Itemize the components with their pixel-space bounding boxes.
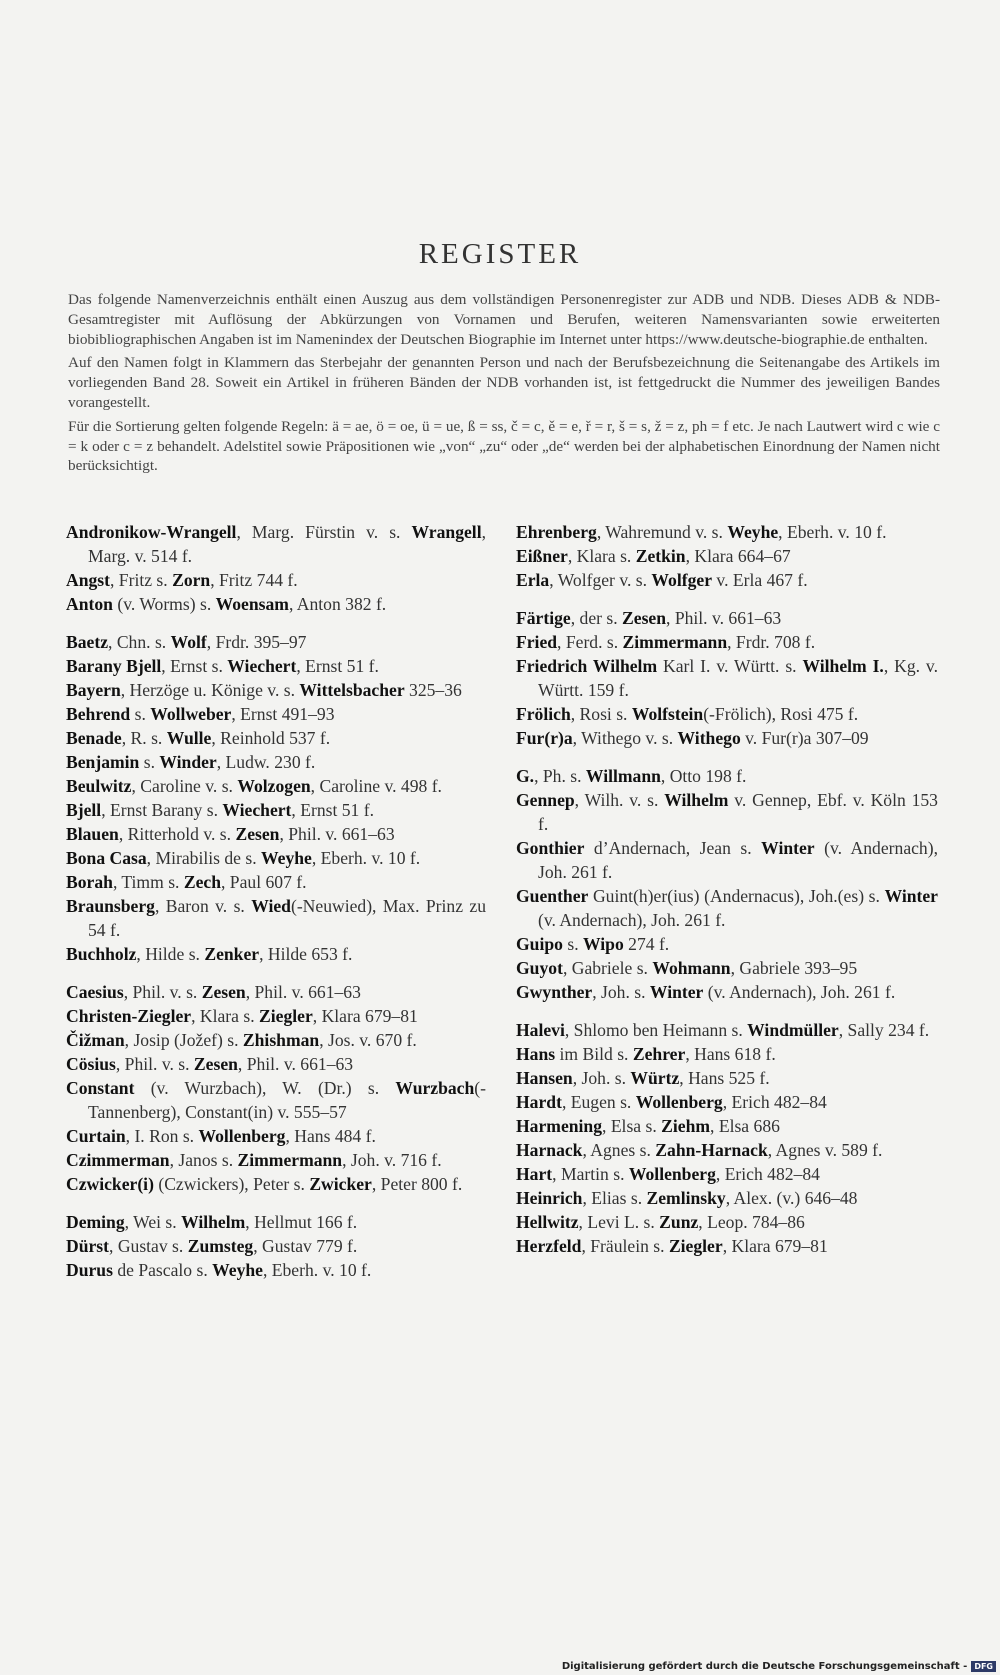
entry-text: , Rosi s. (570, 704, 632, 724)
register-entry (516, 568, 938, 592)
register-entry (66, 1258, 486, 1282)
register-entry (516, 520, 938, 544)
entry-text: , Klara 664–67 (685, 546, 791, 566)
entry-reference: Winter (761, 838, 815, 858)
entry-reference: Zesen (201, 982, 246, 1002)
entry-name: Bona Casa (66, 848, 147, 868)
entry-name: Andronikow-Wrangell (66, 522, 237, 542)
entry-name: Gennep (516, 790, 575, 810)
register-entry (66, 774, 486, 798)
entry-reference: Zumsteg (187, 1236, 254, 1256)
entry-reference: Ziehm (661, 1116, 711, 1136)
register-entry (66, 846, 486, 870)
entry-text: , Phil. v. 661–63 (666, 608, 782, 628)
entry-name: Christen-Ziegler (66, 1006, 192, 1026)
entry-text: (-Tannenberg), Constant(in) v. 555–57 (88, 1078, 486, 1122)
entry-reference: Willmann (585, 766, 661, 786)
register-entry (516, 1018, 938, 1042)
entry-reference: Wolzogen (237, 776, 311, 796)
entry-name: Eißner (516, 546, 568, 566)
entry-text: , Shlomo ben Heimann s. (564, 1020, 748, 1040)
entry-text: , der s. (570, 608, 623, 628)
entry-text: , Wei s. (124, 1212, 182, 1232)
entry-text: , Peter 800 f. (371, 1174, 463, 1194)
entry-text: , Frdr. 708 f. (727, 632, 816, 652)
footer-credit (562, 1661, 996, 1672)
entry-text: , Marg. v. 514 f. (88, 522, 486, 566)
register-entry (66, 520, 486, 568)
register-entry (66, 798, 486, 822)
entry-reference: Weyhe (212, 1260, 263, 1280)
section-gap (66, 1196, 486, 1210)
entry-text: , Klara s. (191, 1006, 260, 1026)
register-entry (516, 1234, 938, 1258)
register-entry (516, 1114, 938, 1138)
entry-text: , Leop. 784–86 (698, 1212, 805, 1232)
entry-text: , Phil. v. 661–63 (237, 1054, 354, 1074)
entry-name: Behrend (66, 704, 131, 724)
entry-reference: Wollenberg (628, 1164, 716, 1184)
intro-paragraph: Für die Sortierung gelten folgende Regeln: ä = ae, ö = oe, ü = ue, ß = ss, č = c, ě = e, ř = r, š = s, ž = z, ph = f etc. Je nach Lautwert wird c wie c = k oder c = z behandelt. Adelstitel sowie Präpositionen wie „von“ „zu“ oder „de“ werden bei der alphabetischen Einordnung der Namen nicht berücksichtigt. (68, 417, 940, 475)
entry-reference: Weyhe (261, 848, 312, 868)
entry-text: , Janos s. (169, 1150, 238, 1170)
entry-text: , Eberh. v. 10 f. (262, 1260, 372, 1280)
register-entry (516, 1066, 938, 1090)
entry-name: Čižman (66, 1030, 125, 1050)
entry-text: , Alex. (v.) 646–48 (725, 1188, 858, 1208)
entry-reference: Wiechert (227, 656, 297, 676)
entry-name: Guyot (516, 958, 563, 978)
entry-reference: Ziegler (259, 1006, 313, 1026)
register-entry (516, 606, 938, 630)
register-entry (516, 1090, 938, 1114)
entry-text: im Bild s. (555, 1044, 633, 1064)
entry-text: (v. Andernach), Joh. 261 f. (538, 910, 726, 930)
entry-text: , Mirabilis de s. (146, 848, 262, 868)
register-entry (516, 884, 938, 932)
entry-reference: Zemlinsky (646, 1188, 726, 1208)
intro-paragraph: Auf den Namen folgt in Klammern das Sterbejahr der genannten Person und nach der Berufsbezeichnung die Seitenangabe des Artikels im vorliegenden Band 28. Soweit ein Artikel in früheren Bänden der NDB vorhanden ist, ist fettgedruckt die Nummer des jeweiligen Bandes vorangestellt. (68, 354, 940, 411)
entry-reference: Wolf (170, 632, 207, 652)
entry-text: , Sally 234 f. (838, 1020, 930, 1040)
entry-reference: Winder (159, 752, 217, 772)
entry-text: , Fräulein s. (581, 1236, 669, 1256)
entry-name: Benjamin (66, 752, 140, 772)
entry-name: Dürst (66, 1236, 110, 1256)
entry-text: , Caroline v. s. (131, 776, 238, 796)
entry-text: (-Frölich), Rosi 475 f. (703, 704, 859, 724)
entry-name: Curtain (66, 1126, 126, 1146)
entry-text: , Eugen s. (561, 1092, 636, 1112)
entry-text: , Paul 607 f. (221, 872, 307, 892)
entry-name: Borah (66, 872, 113, 892)
entry-name: Czwicker(i) (66, 1174, 154, 1194)
register-entry (516, 726, 938, 750)
register-entry (516, 544, 938, 568)
entry-text: , R. s. (121, 728, 167, 748)
entry-name: Angst (66, 570, 110, 590)
entry-name: Caesius (66, 982, 124, 1002)
entry-text: Karl I. v. Württ. s. (657, 656, 803, 676)
entry-name: Guipo (516, 934, 563, 954)
entry-text: , Erich 482–84 (715, 1164, 820, 1184)
entry-reference: Woensam (215, 594, 289, 614)
section-gap (516, 1004, 938, 1018)
entry-text: , Joh. s. (592, 982, 650, 1002)
entry-text: Guint(h)er(ius) (Andernacus), Joh.(es) s. (588, 886, 885, 906)
entry-text: , Ernst 491–93 (231, 704, 335, 724)
register-entry (66, 822, 486, 846)
entry-text: , Gabriele 393–95 (730, 958, 858, 978)
entry-reference: Windmüller (747, 1020, 839, 1040)
entry-text: , Wahremund v. s. (596, 522, 728, 542)
entry-text: , Klara 679–81 (312, 1006, 418, 1026)
entry-text: s. (562, 934, 583, 954)
entry-text: , Wilh. v. s. (574, 790, 665, 810)
entry-text: , Phil. v. 661–63 (279, 824, 395, 844)
entry-text: (v. Andernach), Joh. 261 f. (538, 838, 938, 882)
entry-reference: Zesen (235, 824, 280, 844)
entry-reference: Wilhelm (664, 790, 729, 810)
entry-name: Färtige (516, 608, 571, 628)
entry-text: , Hilde s. (136, 944, 205, 964)
register-entry (66, 870, 486, 894)
entry-text: , Eberh. v. 10 f. (311, 848, 421, 868)
register-entry (516, 980, 938, 1004)
entry-name: Constant (66, 1078, 135, 1098)
register-entry (66, 894, 486, 942)
entry-name: Bayern (66, 680, 121, 700)
entry-text: v. Gennep, Ebf. v. Köln 153 f. (538, 790, 938, 834)
register-entry (66, 568, 486, 592)
register-entry (66, 1052, 486, 1076)
register-entry (66, 702, 486, 726)
entry-name: G. (516, 766, 535, 786)
entry-reference: Wiechert (222, 800, 292, 820)
entry-text: , Joh. v. 716 f. (342, 1150, 442, 1170)
entry-text: , Levi L. s. (578, 1212, 660, 1232)
entry-text: de Pascalo s. (112, 1260, 213, 1280)
entry-name: Hart (516, 1164, 553, 1184)
entry-text: , Erich 482–84 (722, 1092, 827, 1112)
entry-text: , Gabriele s. (562, 958, 653, 978)
entry-name: Heinrich (516, 1188, 583, 1208)
entry-text: 325–36 (404, 680, 462, 700)
intro-paragraph: Das folgende Namenverzeichnis enthält einen Auszug aus dem vollständigen Personenregister zur ADB und NDB. Dieses ADB & NDB-Gesamtregister mit Auflösung der Abkürzungen von Vornamen und Berufen, weiteren Namensvarianten sowie erweiterten biobibliographischen Angaben ist im Namenindex der Deutschen Biographie im Internet unter https://www.deutsche-biographie.de enthalten. (68, 291, 940, 348)
register-entry (66, 1210, 486, 1234)
entry-text: , Ernst 51 f. (291, 800, 375, 820)
entry-name: Blauen (66, 824, 119, 844)
register-entry (66, 1148, 486, 1172)
entry-reference: Wurzbach (395, 1078, 475, 1098)
entry-reference: Withego (677, 728, 741, 748)
entry-text: , Klara 679–81 (722, 1236, 828, 1256)
entry-reference: Zech (183, 872, 221, 892)
entry-text: , Chn. s. (108, 632, 171, 652)
entry-text: , Anton 382 f. (288, 594, 387, 614)
entry-text: (v. Wurzbach), W. (Dr.) s. (134, 1078, 396, 1098)
section-gap (516, 750, 938, 764)
register-entry (66, 1004, 486, 1028)
entry-reference: Wipo (583, 934, 624, 954)
entry-text: (v. Worms) s. (112, 594, 216, 614)
entry-text: , Hellmut 166 f. (245, 1212, 358, 1232)
entry-reference: Zhishman (242, 1030, 320, 1050)
register-entry (516, 764, 938, 788)
entry-name: Gonthier (516, 838, 585, 858)
register-entry (66, 1028, 486, 1052)
register-entry (516, 1162, 938, 1186)
entry-reference: Zesen (193, 1054, 238, 1074)
entry-reference: Wolfstein (631, 704, 704, 724)
register-entry (66, 1124, 486, 1148)
entry-text: , Kg. v. Württ. 159 f. (538, 656, 938, 700)
entry-text: , I. Ron s. (125, 1126, 199, 1146)
entry-text: , Ferd. s. (557, 632, 623, 652)
entry-text: , Gustav 779 f. (253, 1236, 358, 1256)
entry-reference: Zimmermann (622, 632, 728, 652)
register-entry (66, 592, 486, 616)
register-column-right (516, 520, 938, 1258)
entry-text: , Fritz 744 f. (210, 570, 298, 590)
register-entry (516, 1042, 938, 1066)
entry-text: , Ritterhold v. s. (118, 824, 236, 844)
entry-text: (v. Andernach), Joh. 261 f. (703, 982, 896, 1002)
entry-name: Cösius (66, 1054, 116, 1074)
entry-text: d’Andernach, Jean s. (584, 838, 762, 858)
register-entry (516, 702, 938, 726)
entry-text: , Klara s. (567, 546, 636, 566)
entry-reference: Zehrer (632, 1044, 686, 1064)
entry-name: Buchholz (66, 944, 137, 964)
entry-text: , Martin s. (552, 1164, 629, 1184)
entry-text: , Elsa s. (602, 1116, 662, 1136)
entry-text: , Elias s. (582, 1188, 647, 1208)
register-entry (66, 1172, 486, 1196)
entry-reference: Wollweber (150, 704, 232, 724)
entry-reference: Zorn (172, 570, 211, 590)
entry-text: , Ludw. 230 f. (216, 752, 316, 772)
register-entry (516, 1138, 938, 1162)
entry-text: , Agnes v. 589 f. (767, 1140, 883, 1160)
register-entry (516, 956, 938, 980)
entry-reference: Wrangell (411, 522, 482, 542)
register-entry (66, 1076, 486, 1124)
intro-text (68, 290, 940, 480)
entry-name: Hans (516, 1044, 556, 1064)
entry-text: , Baron v. s. (154, 896, 252, 916)
register-entry (66, 630, 486, 654)
entry-text: , Agnes s. (582, 1140, 656, 1160)
entry-name: Halevi (516, 1020, 565, 1040)
entry-reference: Winter (649, 982, 704, 1002)
entry-reference: Wohmann (652, 958, 731, 978)
entry-text: , Otto 198 f. (660, 766, 747, 786)
entry-name: Gwynther (516, 982, 593, 1002)
entry-text: (Czwickers), Peter s. (153, 1174, 310, 1194)
entry-name: Frölich (516, 704, 571, 724)
entry-name: Fur(r)a (516, 728, 573, 748)
entry-text: , Eberh. v. 10 f. (778, 522, 887, 542)
footer-text: Digitalisierung gefördert durch die Deutsche Forschungsgemeinschaft - (561, 1661, 968, 1672)
entry-name: Bjell (66, 800, 102, 820)
register-entry (516, 630, 938, 654)
entry-text: , Fritz s. (110, 570, 173, 590)
entry-text: 274 f. (623, 934, 670, 954)
entry-name: Fried (516, 632, 558, 652)
entry-text: , Ph. s. (534, 766, 586, 786)
entry-reference: Würtz (630, 1068, 680, 1088)
entry-name: Guenther (516, 886, 589, 906)
entry-text: , Ernst Barany s. (101, 800, 223, 820)
entry-name: Baetz (66, 632, 109, 652)
register-entry (66, 750, 486, 774)
entry-text: , Phil. v. s. (123, 982, 202, 1002)
register-entry (66, 654, 486, 678)
entry-name: Durus (66, 1260, 113, 1280)
entry-reference: Zahn-Harnack (655, 1140, 768, 1160)
register-entry (516, 1186, 938, 1210)
entry-text: , Hilde 653 f. (259, 944, 353, 964)
entry-reference: Wollenberg (635, 1092, 723, 1112)
entry-text: , Gustav s. (109, 1236, 188, 1256)
entry-text: v. Fur(r)a 307–09 (740, 728, 869, 748)
entry-reference: Wied (251, 896, 291, 916)
entry-text: (-Neuwied), Max. Prinz zu 54 f. (88, 896, 486, 940)
entry-reference: Zwicker (309, 1174, 372, 1194)
entry-text: , Reinhold 537 f. (211, 728, 331, 748)
register-entry (516, 1210, 938, 1234)
entry-name: Czimmerman (66, 1150, 170, 1170)
entry-text: s. (130, 704, 151, 724)
register-entry (66, 1234, 486, 1258)
entry-reference: Zetkin (635, 546, 686, 566)
entry-name: Friedrich Wilhelm (516, 656, 658, 676)
entry-name: Harmening (516, 1116, 603, 1136)
register-entry (516, 654, 938, 702)
dfg-logo-icon: DFG (971, 1661, 996, 1672)
entry-text: , Ernst 51 f. (296, 656, 379, 676)
register-entry (516, 788, 938, 836)
entry-name: Ehrenberg (516, 522, 597, 542)
entry-text: , Hans 525 f. (679, 1068, 770, 1088)
entry-text: , Josip (Jožef) s. (124, 1030, 243, 1050)
entry-text: , Timm s. (112, 872, 184, 892)
entry-name: Barany Bjell (66, 656, 162, 676)
entry-reference: Ziegler (668, 1236, 723, 1256)
entry-text: , Withego v. s. (572, 728, 678, 748)
entry-reference: Weyhe (727, 522, 779, 542)
page-title: REGISTER (418, 238, 582, 270)
entry-reference: Zenker (204, 944, 260, 964)
section-gap (66, 966, 486, 980)
entry-text: s. (139, 752, 160, 772)
entry-text: , Joh. s. (572, 1068, 631, 1088)
entry-reference: Wollenberg (198, 1126, 286, 1146)
entry-name: Hansen (516, 1068, 573, 1088)
register-entry (516, 836, 938, 884)
register-entry (66, 942, 486, 966)
entry-name: Hardt (516, 1092, 562, 1112)
entry-name: Hellwitz (516, 1212, 579, 1232)
entry-name: Anton (66, 594, 113, 614)
entry-text: , Marg. Fürstin v. s. (236, 522, 412, 542)
entry-reference: Zimmermann (237, 1150, 343, 1170)
entry-reference: Winter (884, 886, 938, 906)
entry-text: , Elsa 686 (710, 1116, 780, 1136)
entry-reference: Wittelsbacher (299, 680, 405, 700)
entry-text: , Frdr. 395–97 (206, 632, 307, 652)
entry-reference: Wulle (166, 728, 212, 748)
entry-text: , Wolfger v. s. (549, 570, 652, 590)
entry-text: , Caroline v. 498 f. (310, 776, 442, 796)
entry-text: , Hans 484 f. (285, 1126, 376, 1146)
entry-text: , Herzöge u. Könige v. s. (120, 680, 300, 700)
entry-name: Deming (66, 1212, 125, 1232)
entry-text: , Phil. v. 661–63 (245, 982, 361, 1002)
register-column-left (66, 520, 486, 1282)
entry-name: Erla (516, 570, 550, 590)
section-gap (516, 592, 938, 606)
register-entry (516, 932, 938, 956)
entry-name: Beulwitz (66, 776, 132, 796)
entry-text: , Hans 618 f. (685, 1044, 776, 1064)
entry-name: Harnack (516, 1140, 583, 1160)
entry-text: , Phil. v. s. (115, 1054, 194, 1074)
entry-name: Braunsberg (66, 896, 155, 916)
entry-name: Benade (66, 728, 122, 748)
entry-text: v. Erla 467 f. (712, 570, 808, 590)
section-gap (66, 616, 486, 630)
register-entry (66, 980, 486, 1004)
entry-text: , Ernst s. (161, 656, 228, 676)
entry-text: , Jos. v. 670 f. (319, 1030, 417, 1050)
entry-name: Herzfeld (516, 1236, 582, 1256)
entry-reference: Zunz (659, 1212, 699, 1232)
entry-reference: Wolfger (651, 570, 713, 590)
entry-reference: Zesen (622, 608, 667, 628)
register-entry (66, 678, 486, 702)
entry-reference: Wilhelm I. (802, 656, 884, 676)
entry-reference: Wilhelm (181, 1212, 246, 1232)
register-entry (66, 726, 486, 750)
